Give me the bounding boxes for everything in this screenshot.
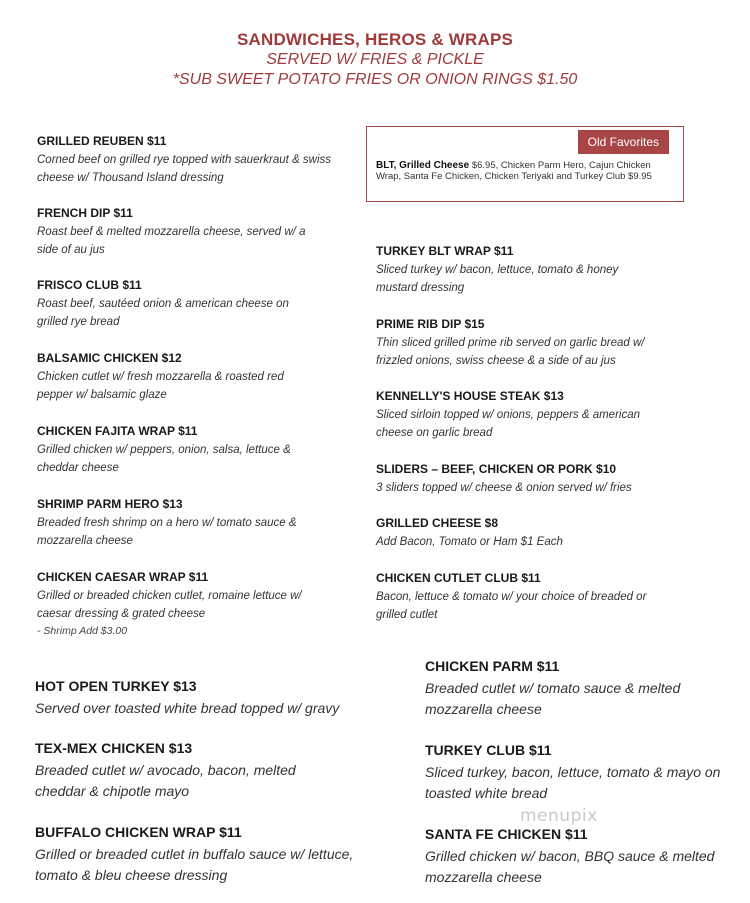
- item-name: GRILLED REUBEN $11: [37, 134, 167, 148]
- item-name: PRIME RIB DIP $15: [376, 317, 485, 331]
- menu-section-note: *SUB SWEET POTATO FRIES OR ONION RINGS $1.50: [172, 71, 578, 88]
- menu-item: [37, 423, 322, 477]
- menu-section-title: SANDWICHES, HEROS & WRAPS: [236, 30, 514, 49]
- item-description: Roast beef, sautéed onion & american cheese on grilled rye bread: [37, 298, 289, 328]
- menu-item: [35, 677, 375, 719]
- item-description: Sliced turkey w/ bacon, lettuce, tomato & honey mustard dressing: [376, 264, 619, 294]
- item-description: Breaded cutlet w/ avocado, bacon, melted cheddar & chipotle mayo: [35, 762, 296, 799]
- old-favorites-bold: BLT, Grilled Cheese: [376, 160, 470, 171]
- item-name: CHICKEN PARM $11: [425, 658, 560, 674]
- item-name: KENNELLY'S HOUSE STEAK $13: [376, 389, 564, 403]
- menu-item: [35, 739, 335, 802]
- item-description: Roast beef & melted mozzarella cheese, served w/ a side of au jus: [37, 226, 306, 256]
- item-description: Breaded fresh shrimp on a hero w/ tomato sauce & mozzarella cheese: [37, 517, 297, 547]
- item-description: Grilled chicken w/ bacon, BBQ sauce & melted mozzarella cheese: [425, 848, 715, 885]
- item-name: SANTA FE CHICKEN $11: [425, 826, 588, 842]
- item-name: TEX-MEX CHICKEN $13: [35, 740, 193, 756]
- item-name: FRISCO CLUB $11: [37, 278, 142, 292]
- old-favorites-price: $6.95,: [469, 160, 499, 171]
- watermark: menupix: [520, 806, 598, 826]
- item-description: Grilled chicken w/ peppers, onion, salsa, lettuce & cheddar cheese: [37, 444, 291, 474]
- item-description: Chicken cutlet w/ fresh mozzarella & roasted red pepper w/ balsamic glaze: [37, 371, 284, 401]
- item-description: Breaded cutlet w/ tomato sauce & melted mozzarella cheese: [425, 680, 681, 717]
- item-name: TURKEY CLUB $11: [425, 742, 552, 758]
- item-description: Grilled or breaded chicken cutlet, romaine lettuce w/ caesar dressing & grated cheese: [37, 590, 302, 620]
- old-favorites-text: [376, 160, 666, 182]
- menu-item: [425, 741, 735, 804]
- item-addon-note: - Shrimp Add $3.00: [37, 625, 128, 637]
- item-name: CHICKEN FAJITA WRAP $11: [37, 424, 198, 438]
- item-description: Sliced sirloin topped w/ onions, peppers & american cheese on garlic bread: [376, 409, 641, 439]
- menu-item: [37, 133, 337, 187]
- menu-item: [37, 496, 332, 550]
- menu-item: [37, 277, 317, 331]
- item-description: Corned beef on grilled rye topped with sauerkraut & swiss cheese w/ Thousand Island dressing: [37, 154, 332, 184]
- item-description: Sliced turkey, bacon, lettuce, tomato & mayo on toasted white bread: [425, 764, 721, 801]
- old-favorites-rest: Chicken Parm Hero, Cajun Chicken Wrap, Santa Fe Chicken, Chicken Teriyaki and Turkey Club $9.95: [376, 160, 652, 182]
- menu-item: [37, 350, 317, 404]
- menu-item: [376, 461, 696, 497]
- item-name: HOT OPEN TURKEY $13: [35, 678, 197, 694]
- item-name: TURKEY BLT WRAP $11: [376, 244, 514, 258]
- old-favorites-box: [366, 126, 684, 202]
- item-name: BUFFALO CHICKEN WRAP $11: [35, 824, 242, 840]
- menu-item: [376, 515, 676, 551]
- menu-section-subtitle: SERVED W/ FRIES & PICKLE: [266, 51, 484, 68]
- item-name: SHRIMP PARM HERO $13: [37, 497, 183, 511]
- menu-item: [376, 316, 676, 370]
- item-name: GRILLED CHEESE $8: [376, 516, 499, 530]
- menu-item: [425, 657, 725, 720]
- item-name: FRENCH DIP $11: [37, 206, 133, 220]
- menu-item: [376, 388, 676, 442]
- item-description: Bacon, lettuce & tomato w/ your choice of breaded or grilled cutlet: [376, 591, 647, 621]
- menu-item: [425, 825, 725, 888]
- item-description: 3 sliders topped w/ cheese & onion served w/ fries: [376, 482, 632, 494]
- item-description: Served over toasted white bread topped w/ gravy: [35, 700, 340, 716]
- item-name: SLIDERS – BEEF, CHICKEN OR PORK $10: [376, 462, 617, 476]
- menu-item: [35, 823, 380, 886]
- old-favorites-tag: Old Favorites: [578, 130, 669, 154]
- item-description: Thin sliced grilled prime rib served on garlic bread w/ frizzled onions, swiss cheese & a side of au jus: [376, 337, 645, 367]
- menu-item: [37, 205, 327, 259]
- menu-item: [37, 569, 327, 639]
- item-name: BALSAMIC CHICKEN $12: [37, 351, 182, 365]
- item-description: Grilled or breaded cutlet in buffalo sauce w/ lettuce, tomato & bleu cheese dressing: [35, 846, 354, 883]
- item-name: CHICKEN CAESAR WRAP $11: [37, 570, 209, 584]
- item-name: CHICKEN CUTLET CLUB $11: [376, 571, 541, 585]
- menu-item: [376, 570, 666, 624]
- item-description: Add Bacon, Tomato or Ham $1 Each: [376, 536, 563, 548]
- menu-item: [376, 243, 656, 297]
